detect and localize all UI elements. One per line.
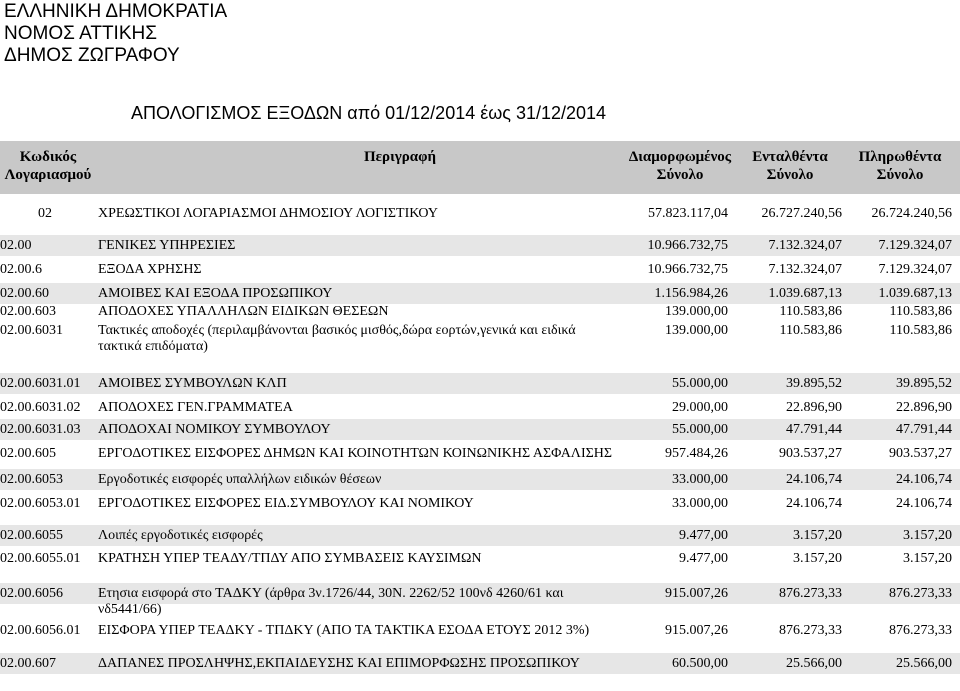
account-description: Εργοδοτικές εισφορές υπαλλήλων ειδικών θέσεων bbox=[98, 472, 382, 487]
paid-amount: 110.583,86 bbox=[889, 304, 952, 319]
column-budgeted: Διαμορφωμένος Σύνολο bbox=[628, 149, 732, 183]
account-code: 02.00.605 bbox=[0, 446, 56, 461]
account-description: ΑΜΟΙΒΕΣ ΚΑΙ ΕΞΟΔΑ ΠΡΟΣΩΠΙΚΟΥ bbox=[98, 286, 333, 301]
committed-amount: 903.537,27 bbox=[779, 446, 842, 461]
budgeted-amount: 139.000,00 bbox=[665, 304, 728, 319]
account-code: 02.00.6031.02 bbox=[0, 400, 81, 415]
column-code: Κωδικός Λογαριασμού bbox=[4, 149, 92, 183]
budgeted-amount: 33.000,00 bbox=[672, 472, 728, 487]
account-code: 02.00.6031.03 bbox=[0, 422, 81, 437]
paid-amount: 3.157,20 bbox=[903, 551, 952, 566]
committed-amount: 110.583,86 bbox=[779, 304, 842, 319]
column-header bbox=[0, 141, 960, 194]
account-description: ΕΙΣΦΟΡΑ ΥΠΕΡ ΤΕΑΔΚΥ - ΤΠΔΚΥ (ΑΠΟ ΤΑ ΤΑΚΤΙΚΑ ΕΣΟΔΑ ΕΤΟΥΣ 2012 3%) bbox=[98, 623, 590, 638]
paid-amount: 903.537,27 bbox=[889, 446, 952, 461]
paid-amount: 22.896,90 bbox=[896, 400, 952, 415]
account-code: 02.00.6031.01 bbox=[0, 376, 81, 391]
account-description: ΔΑΠΑΝΕΣ ΠΡΟΣΛΗΨΗΣ,ΕΚΠΑΙΔΕΥΣΗΣ ΚΑΙ ΕΠΙΜΟΡΦΩΣΗΣ ΠΡΟΣΩΠΙΚΟΥ bbox=[98, 656, 580, 671]
account-code: 02 bbox=[38, 206, 52, 221]
committed-amount: 7.132.324,07 bbox=[768, 262, 842, 277]
account-description: ΓΕΝΙΚΕΣ ΥΠΗΡΕΣΙΕΣ bbox=[98, 238, 236, 253]
budgeted-amount: 55.000,00 bbox=[672, 422, 728, 437]
paid-amount: 876.273,33 bbox=[889, 623, 952, 638]
budgeted-amount: 33.000,00 bbox=[672, 496, 728, 511]
paid-amount: 47.791,44 bbox=[896, 422, 952, 437]
committed-amount: 876.273,33 bbox=[779, 586, 842, 601]
account-description: ΑΠΟΔΟΧΕΣ ΓΕΝ.ΓΡΑΜΜΑΤΕΑ bbox=[98, 400, 293, 415]
paid-amount: 7.129.324,07 bbox=[878, 262, 952, 277]
committed-amount: 24.106,74 bbox=[786, 496, 842, 511]
budgeted-amount: 9.477,00 bbox=[679, 528, 728, 543]
account-description: Ετησια εισφορά στο ΤΑΔΚΥ (άρθρα 3ν.1726/44, 30Ν. 2262/52 100νδ 4260/61 και νδ5441/66) bbox=[98, 586, 564, 617]
committed-amount: 3.157,20 bbox=[793, 551, 842, 566]
paid-amount: 39.895,52 bbox=[896, 376, 952, 391]
account-description: ΑΜΟΙΒΕΣ ΣΥΜΒΟΥΛΩΝ ΚΛΠ bbox=[98, 376, 287, 391]
account-code: 02.00.6055 bbox=[0, 528, 63, 543]
budgeted-amount: 57.823.117,04 bbox=[648, 206, 728, 221]
committed-amount: 7.132.324,07 bbox=[768, 238, 842, 253]
paid-amount: 24.106,74 bbox=[896, 496, 952, 511]
committed-amount: 3.157,20 bbox=[793, 528, 842, 543]
budgeted-amount: 957.484,26 bbox=[665, 446, 728, 461]
account-description: Λοιπές εργοδοτικές εισφορές bbox=[98, 528, 263, 543]
account-code: 02.00.607 bbox=[0, 656, 56, 671]
paid-amount: 24.106,74 bbox=[896, 472, 952, 487]
account-description: ΧΡΕΩΣΤΙΚΟΙ ΛΟΓΑΡΙΑΣΜΟΙ ΔΗΜΟΣΙΟΥ ΛΟΓΙΣΤΙΚΟΥ bbox=[98, 206, 438, 221]
committed-amount: 110.583,86 bbox=[779, 323, 842, 338]
committed-amount: 1.039.687,13 bbox=[768, 286, 842, 301]
paid-amount: 7.129.324,07 bbox=[878, 238, 952, 253]
budgeted-amount: 915.007,26 bbox=[665, 623, 728, 638]
account-code: 02.00.603 bbox=[0, 304, 56, 319]
column-committed: Ενταλθέντα Σύνολο bbox=[752, 149, 828, 183]
account-description: ΕΡΓΟΔΟΤΙΚΕΣ ΕΙΣΦΟΡΕΣ ΕΙΔ.ΣΥΜΒΟΥΛΟΥ ΚΑΙ ΝΟΜΙΚΟΥ bbox=[98, 496, 474, 511]
account-code: 02.00 bbox=[0, 238, 32, 253]
paid-amount: 876.273,33 bbox=[889, 586, 952, 601]
budgeted-amount: 10.966.732,75 bbox=[647, 262, 728, 277]
account-code: 02.00.6055.01 bbox=[0, 551, 81, 566]
account-description: ΕΡΓΟΔΟΤΙΚΕΣ ΕΙΣΦΟΡΕΣ ΔΗΜΩΝ ΚΑΙ ΚΟΙΝΟΤΗΤΩΝ ΚΟΙΝΩΝΙΚΗΣ ΑΣΦΑΛΙΣΗΣ bbox=[98, 446, 613, 461]
account-code: 02.00.6053 bbox=[0, 472, 63, 487]
header-line-3: ΔΗΜΟΣ ΖΩΓΡΑΦΟΥ bbox=[4, 45, 180, 66]
account-description: ΚΡΑΤΗΣΗ ΥΠΕΡ ΤΕΑΔΥ/ΤΠΔΥ ΑΠΟ ΣΥΜΒΑΣΕΙΣ ΚΑΥΣΙΜΩΝ bbox=[98, 551, 482, 566]
committed-amount: 876.273,33 bbox=[779, 623, 842, 638]
account-code: 02.00.6031 bbox=[0, 323, 63, 338]
budgeted-amount: 55.000,00 bbox=[672, 376, 728, 391]
column-desc: Περιγραφή bbox=[363, 149, 437, 165]
account-description: ΑΠΟΔΟΧΕΣ ΥΠΑΛΛΗΛΩΝ ΕΙΔΙΚΩΝ ΘΕΣΕΩΝ bbox=[98, 304, 389, 319]
account-description: Τακτικές αποδοχές (περιλαμβάνονται βασικός μισθός,δώρα εορτών,γενικά και ειδικά τακτικά επιδόματα) bbox=[98, 323, 576, 354]
committed-amount: 47.791,44 bbox=[786, 422, 842, 437]
paid-amount: 25.566,00 bbox=[896, 656, 952, 671]
paid-amount: 3.157,20 bbox=[903, 528, 952, 543]
budgeted-amount: 29.000,00 bbox=[672, 400, 728, 415]
committed-amount: 24.106,74 bbox=[786, 472, 842, 487]
paid-amount: 110.583,86 bbox=[889, 323, 952, 338]
account-description: ΕΞΟΔΑ ΧΡΗΣΗΣ bbox=[98, 262, 202, 277]
committed-amount: 25.566,00 bbox=[786, 656, 842, 671]
report-title: ΑΠΟΛΟΓΙΣΜΟΣ ΕΞΟΔΩΝ από 01/12/2014 έως 31/12/2014 bbox=[131, 103, 607, 123]
account-code: 02.00.6056.01 bbox=[0, 623, 81, 638]
budgeted-amount: 9.477,00 bbox=[679, 551, 728, 566]
paid-amount: 26.724.240,56 bbox=[871, 206, 952, 221]
budgeted-amount: 1.156.984,26 bbox=[654, 286, 728, 301]
committed-amount: 39.895,52 bbox=[786, 376, 842, 391]
account-code: 02.00.6053.01 bbox=[0, 496, 81, 511]
budgeted-amount: 10.966.732,75 bbox=[647, 238, 728, 253]
paid-amount: 1.039.687,13 bbox=[878, 286, 952, 301]
column-paid: Πληρωθέντα Σύνολο bbox=[858, 149, 942, 183]
account-code: 02.00.60 bbox=[0, 286, 49, 301]
account-code: 02.00.6 bbox=[0, 262, 42, 277]
committed-amount: 22.896,90 bbox=[786, 400, 842, 415]
header-line-1: ΕΛΛΗΝΙΚΗ ΔΗΜΟΚΡΑΤΙΑ bbox=[4, 1, 228, 22]
header-line-2: ΝΟΜΟΣ ΑΤΤΙΚΗΣ bbox=[4, 23, 157, 44]
budgeted-amount: 915.007,26 bbox=[665, 586, 728, 601]
budgeted-amount: 139.000,00 bbox=[665, 323, 728, 338]
account-description: ΑΠΟΔΟΧΑΙ ΝΟΜΙΚΟΥ ΣΥΜΒΟΥΛΟΥ bbox=[98, 422, 331, 437]
budgeted-amount: 60.500,00 bbox=[672, 656, 728, 671]
account-code: 02.00.6056 bbox=[0, 586, 63, 601]
committed-amount: 26.727.240,56 bbox=[761, 206, 842, 221]
